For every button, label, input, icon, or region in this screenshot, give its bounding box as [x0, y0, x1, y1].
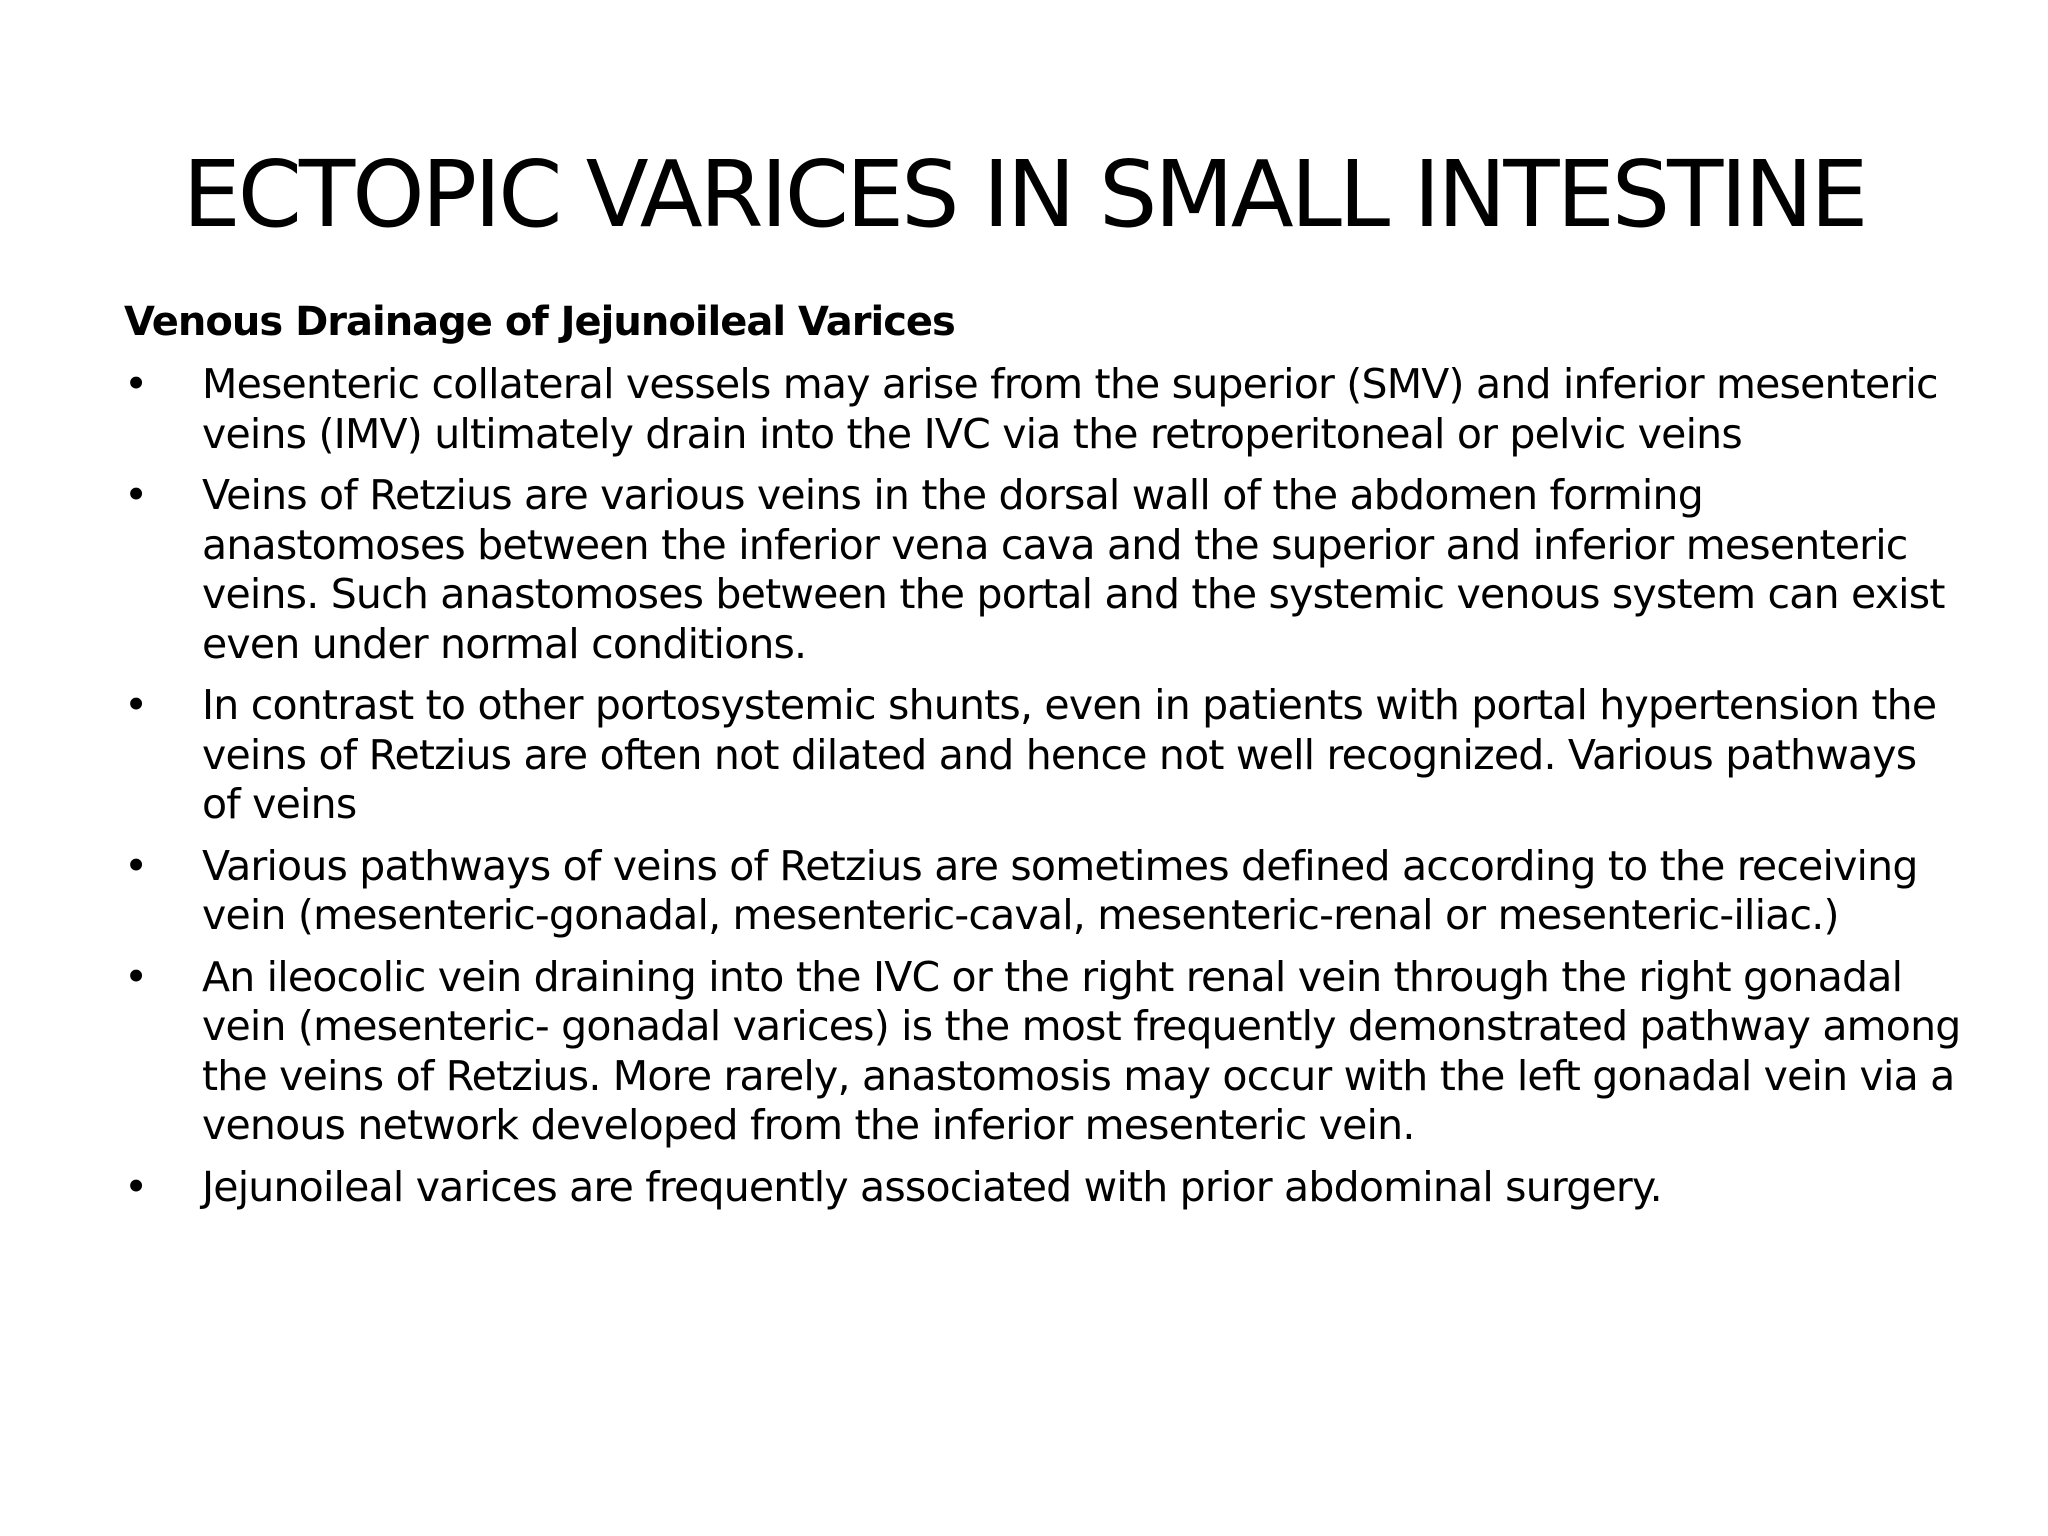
slide-title: ECTOPIC VARICES IN SMALL INTESTINE: [182, 141, 1866, 248]
bullet-item: [0, 842, 1962, 941]
bullet-icon: •: [124, 1162, 148, 1211]
bullet-icon: •: [124, 360, 148, 408]
bullet-item: [0, 360, 1962, 459]
bullet-icon: •: [124, 471, 148, 519]
bullet-item: [0, 471, 1962, 669]
bullet-text: Various pathways of veins of Retzius are sometimes defined according to the receiving vein (mesenteric-gonadal, mesenteric-caval, mesenteric-renal or mesenteric-iliac.): [202, 841, 1918, 939]
bullet-text: Mesenteric collateral vessels may arise from the superior (SMV) and inferior mesenteric veins (IMV) ultimately drain into the IVC via the retroperitoneal or pelvic veins: [202, 360, 1938, 458]
bullet-text: An ileocolic vein draining into the IVC or the right renal vein through the right gonadal vein (mesenteric- gonadal varices) is the most frequently demonstrated pathway among the veins of Retzius. More rarely, anastomosis may occur with the left gonadal vein via a venous network developed from the inferior mesenteric vein.: [202, 952, 1961, 1149]
bullet-text: Veins of Retzius are various veins in the dorsal wall of the abdomen forming anastomoses between the inferior vena cava and the superior and inferior mesenteric veins. Such anastomoses between the portal and the systemic venous system can exist even under normal conditions.: [202, 471, 1945, 668]
bullet-item: [0, 1163, 1962, 1213]
bullet-text: In contrast to other portosystemic shunts, even in patients with portal hypertension the veins of Retzius are often not dilated and hence not well recognized. Various pathways of veins: [202, 681, 1937, 828]
bullet-icon: •: [124, 952, 148, 1001]
bullet-icon: •: [124, 841, 148, 890]
slide-subtitle: Venous Drainage of Jejunoileal Varices: [124, 299, 955, 345]
bullet-text: Jejunoileal varices are frequently associated with prior abdominal surgery.: [202, 1162, 1662, 1211]
bullet-icon: •: [124, 681, 148, 729]
bullet-list: [0, 360, 2048, 1224]
bullet-item: [0, 953, 1962, 1151]
bullet-item: [0, 681, 1962, 830]
